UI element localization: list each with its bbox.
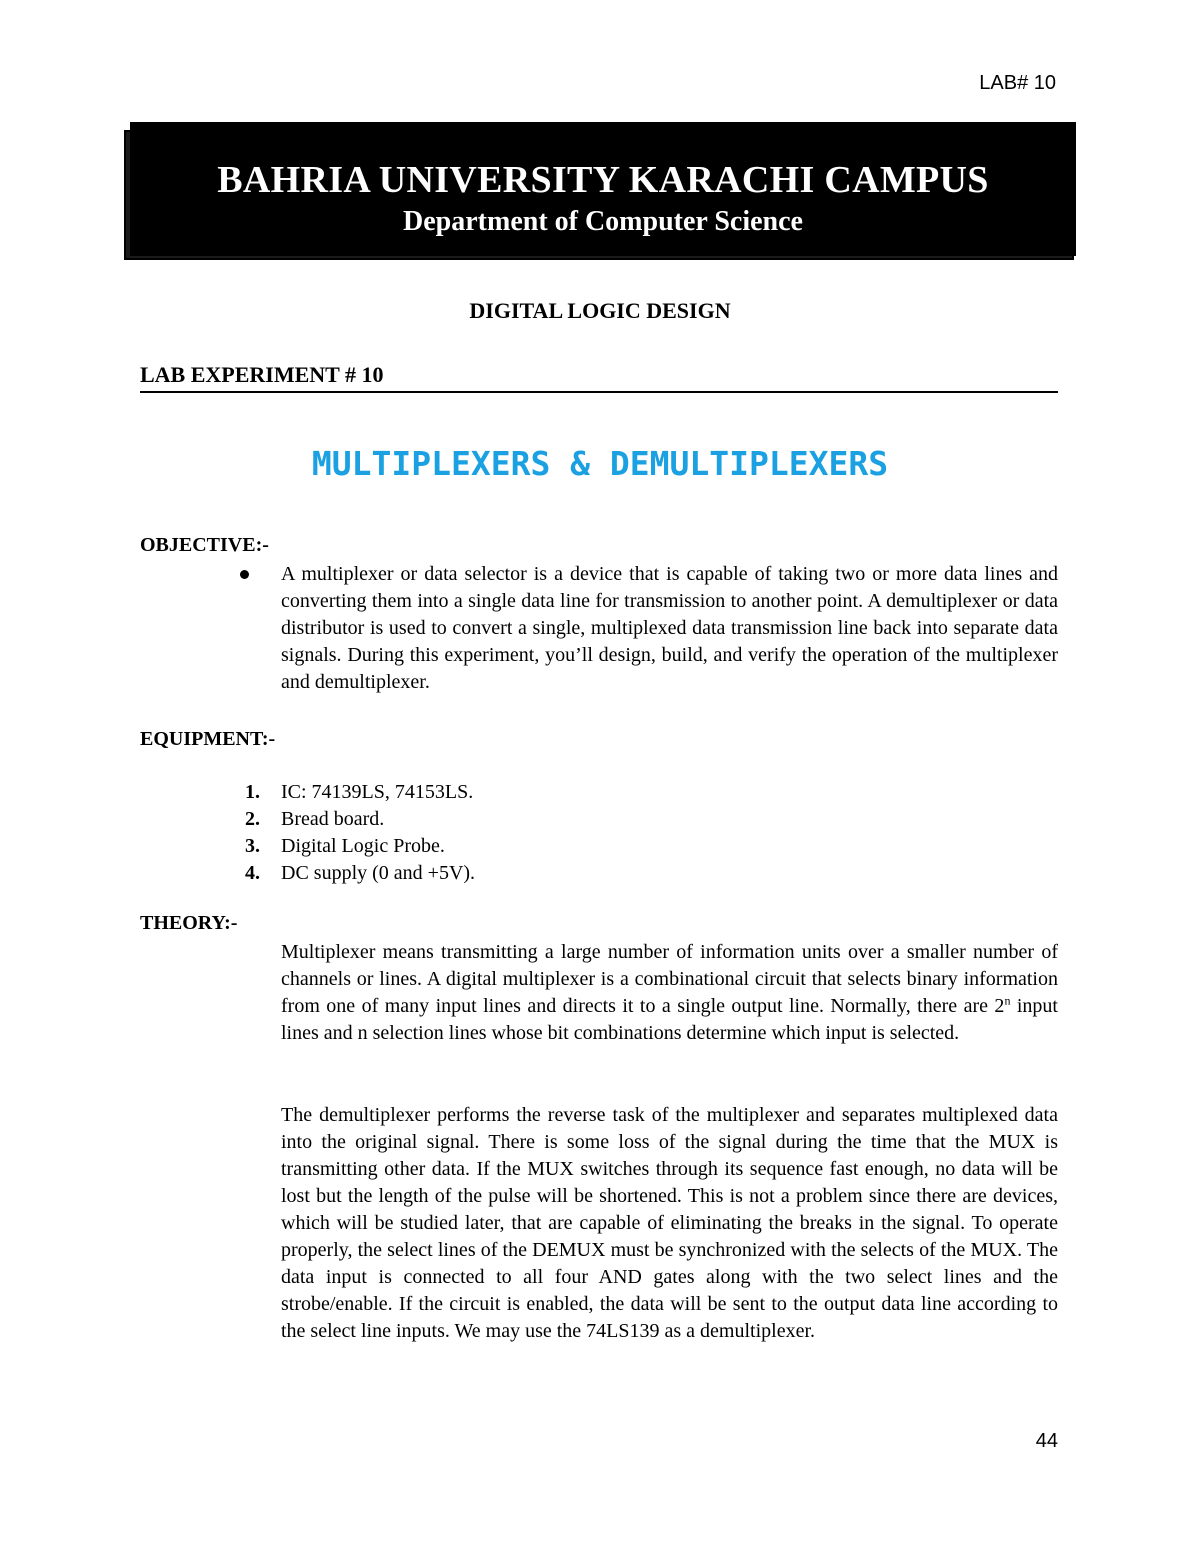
theory-paragraph-1-end: input lines and n selection lines whose bit combinations determine which input is selected. — [281, 995, 1058, 1044]
list-item — [240, 806, 1040, 833]
list-number: 3. — [245, 835, 260, 857]
list-item — [240, 860, 1040, 887]
theory-heading: THEORY:- — [140, 912, 238, 934]
list-text: Digital Logic Probe. — [281, 835, 445, 857]
theory-paragraph-1-start: Multiplexer means transmitting a large number of information units over a smaller number of channels or lines. A digital multiplexer is a combinational circuit that selects binary information from one of many input lines and directs it to a single output line. Normally, there are 2 — [281, 941, 1058, 1017]
university-banner — [124, 122, 1076, 264]
list-number: 4. — [245, 862, 260, 884]
course-title: DIGITAL LOGIC DESIGN — [469, 298, 731, 323]
superscript-n: n — [1004, 993, 1011, 1008]
page-number: 44 — [1035, 1430, 1058, 1452]
theory-paragraph-2: The demultiplexer performs the reverse task of the multiplexer and separates multiplexed data into the original signal. There is some loss of the signal during the time that the MUX is transmitting other data. If the MUX switches through its sequence fast enough, no data will be lost but the length of the pulse will be shortened. This is not a problem since there are devices, which will be studied later, that are capable of eliminating the breaks in the signal. To operate properly, the select lines of the DEMUX must be synchronized with the selects of the MUX. The data input is connected to all four AND gates along with the two select lines and the strobe/enable. If the circuit is enabled, the data will be sent to the output data line according to the select line inputs. We may use the 74LS139 as a demultiplexer. — [281, 1104, 1058, 1342]
theory-paragraph-1 — [281, 939, 1058, 1047]
objective-heading: OBJECTIVE:- — [140, 534, 269, 556]
lab-number-header: LAB# 10 — [979, 72, 1056, 94]
page-title: MULTIPLEXERS & DEMULTIPLEXERS — [311, 444, 889, 483]
list-number: 1. — [245, 781, 260, 803]
equipment-list — [240, 779, 1040, 887]
experiment-heading: LAB EXPERIMENT # 10 — [140, 362, 1058, 393]
list-text: DC supply (0 and +5V). — [281, 862, 476, 884]
equipment-heading: EQUIPMENT:- — [140, 728, 276, 750]
list-item — [240, 779, 1040, 806]
department-name: Department of Computer Science — [403, 206, 803, 237]
list-item — [240, 833, 1040, 860]
university-name: BAHRIA UNIVERSITY KARACHI CAMPUS — [217, 159, 989, 201]
list-text: Bread board. — [281, 808, 385, 830]
bullet-icon — [240, 570, 249, 579]
list-number: 2. — [245, 808, 260, 830]
objective-text: A multiplexer or data selector is a device that is capable of taking two or more data lines and converting them into a single data line for transmission to another point. A demultiplexer or data distributor is used to convert a single, multiplexed data transmission line back into separate data signals. During this experiment, you’ll design, build, and verify the operation of the multiplexer and demultiplexer. — [281, 563, 1058, 693]
banner-box — [130, 122, 1076, 256]
list-text: IC: 74139LS, 74153LS. — [281, 781, 474, 803]
